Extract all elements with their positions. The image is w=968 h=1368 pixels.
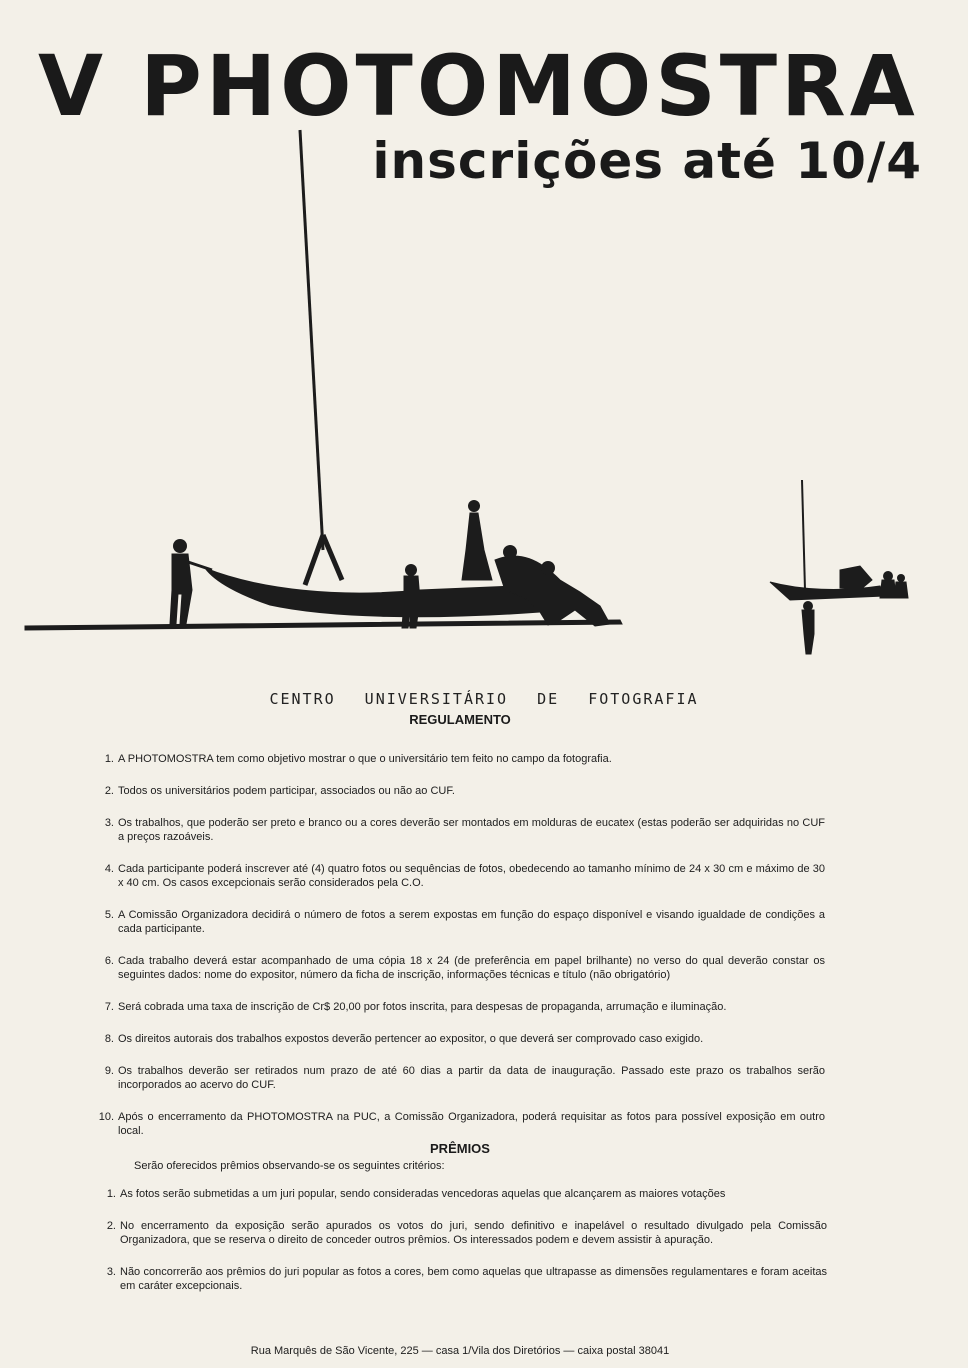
regulation-heading: REGULAMENTO xyxy=(409,712,511,727)
list-item: 5. A Comissão Organizadora decidirá o número de fotos a serem expostas em função do espaço disponível e visando igualdade de condições a cada participante. xyxy=(104,909,825,935)
poster-subtitle: inscrições até 10/4 xyxy=(372,132,922,190)
list-item: 3. Não concorrerão aos prêmios do juri popular as fotos a cores, bem como aquelas que ultrapasse as dimensões regulamentares e foram aceitas em caráter excepcionais. xyxy=(106,1266,827,1292)
organization-name: CENTRO UNIVERSITÁRIO DE FOTOGRAFIA xyxy=(269,690,699,708)
boat-silhouette-photo xyxy=(0,120,968,670)
list-item: 1. A PHOTOMOSTRA tem como objetivo mostrar o que o universitário tem feito no campo da fotografia. xyxy=(104,753,612,765)
list-item: 8. Os direitos autorais dos trabalhos expostos deverão pertencer ao expositor, o que deverá ser comprovado caso exigido. xyxy=(104,1033,704,1045)
list-item: 9. Os trabalhos deverão ser retirados num prazo de até 60 dias a partir da data de inauguração. Passado este prazo os trabalhos serão incorporados ao acervo do CUF. xyxy=(104,1065,825,1091)
list-item: 1. As fotos serão submetidas a um juri popular, sendo consideradas vencedoras aquelas que alcançarem as maiores votações xyxy=(106,1188,726,1200)
prizes-heading: PRÊMIOS xyxy=(430,1141,490,1156)
regulation-list xyxy=(95,752,825,1156)
prizes-list xyxy=(97,1187,827,1311)
person-silhouette-left xyxy=(170,554,192,624)
person-silhouette-boat xyxy=(462,513,492,580)
list-item: 7. Será cobrada uma taxa de inscrição de Cr$ 20,00 por fotos inscrita, para despesas de propaganda, arrumação e iluminação. xyxy=(104,1001,727,1013)
list-item: 2. No encerramento da exposição serão apurados os votos do juri, sendo definitivo e inapelável o resultado divulgado pela Comissão Organizadora, que se reserva o direito de conceder outros prêmios. Os interessados podem e devem assistir à apuração. xyxy=(106,1220,827,1246)
list-item: 6. Cada trabalho deverá estar acompanhado de uma cópia 18 x 24 (de preferência em papel brilhante) no verso do qual deverão constar os seguintes dados: nome do expositor, número da ficha de inscrição, informações técnicas e título (não obrigatório) xyxy=(104,955,825,981)
footer-address: Rua Marquês de São Vicente, 225 — casa 1/Vila dos Diretórios — caixa postal 38041 xyxy=(250,1345,670,1357)
list-item: 2. Todos os universitários podem participar, associados ou não ao CUF. xyxy=(104,785,455,797)
poster-title: V PHOTOMOSTRA xyxy=(38,37,919,135)
distant-mast xyxy=(802,480,805,590)
list-item: 4. Cada participante poderá inscrever até (4) quatro fotos ou sequências de fotos, obedecendo ao tamanho mínimo de 24 x 30 cm e máximo de 30 x 40 cm. Os casos excepcionais serão considerados pela C.O. xyxy=(104,863,825,889)
list-item: 10. Após o encerramento da PHOTOMOSTRA na PUC, a Comissão Organizadora, poderá requisitar as fotos para possível exposição em outro local. xyxy=(98,1111,825,1137)
list-item: 3. Os trabalhos, que poderão ser preto e branco ou a cores deverão ser montados em molduras de eucatex (estas poderão ser adquiridas no CUF a preços razoáveis. xyxy=(104,817,825,843)
prizes-intro: Serão oferecidos prêmios observando-se os seguintes critérios: xyxy=(134,1160,445,1172)
distant-person xyxy=(802,610,814,654)
boat-mast xyxy=(300,130,323,550)
beach-line xyxy=(25,620,622,630)
